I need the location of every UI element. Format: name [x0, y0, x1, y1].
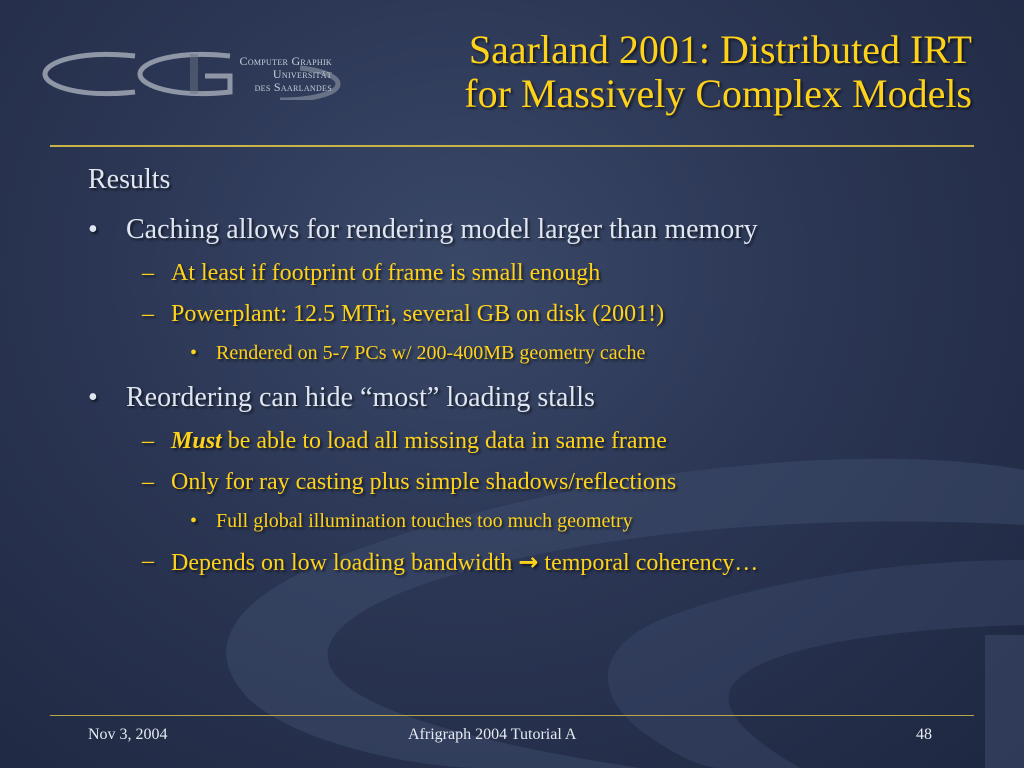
sub-bullet-bandwidth-pre: Depends on low loading bandwidth: [171, 550, 519, 576]
sub-sub-bullet-rendered: Rendered on 5-7 PCs w/ 200-400MB geometry cache: [216, 342, 646, 364]
right-arrow-icon: →: [518, 548, 539, 576]
dash-marker: –: [142, 428, 154, 454]
sub-sub-bullet-global-illumination: Full global illumination touches too much geometry: [216, 510, 633, 532]
logo-caption-line3: des Saarlandes: [254, 80, 332, 94]
logo-caption-line2: Universität: [272, 67, 332, 81]
sub-bullet-powerplant: Powerplant: 12.5 MTri, several GB on disk (2001!): [171, 301, 665, 327]
bullet-marker: •: [190, 510, 198, 532]
bullet-marker: •: [88, 214, 98, 245]
dash-marker: –: [142, 260, 154, 286]
sub-bullet-must-load: [171, 428, 667, 455]
sub-bullet-ray-casting: Only for ray casting plus simple shadows/reflections: [171, 469, 677, 495]
section-heading: Results: [88, 164, 171, 195]
sub-bullet-bandwidth-post: temporal coherency…: [538, 550, 759, 576]
logo-caption-line1: Computer Graphik: [239, 54, 332, 68]
bullet-reordering: Reordering can hide “most” loading stalls: [126, 382, 595, 413]
dash-marker: –: [142, 301, 154, 327]
footer-divider: [50, 715, 974, 716]
sub-bullet-must-load-text: be able to load all missing data in same frame: [221, 428, 667, 454]
bullet-marker: •: [88, 382, 98, 413]
footer-page-number: 48: [916, 726, 932, 743]
dash-marker: –: [142, 548, 154, 574]
slide-title-line1: Saarland 2001: Distributed IRT: [468, 27, 972, 72]
emphasis-must: Must: [171, 428, 222, 454]
footer-event: Afrigraph 2004 Tutorial A: [408, 726, 577, 743]
dash-marker: –: [142, 469, 154, 495]
bullet-marker: •: [190, 342, 198, 364]
sub-bullet-bandwidth: [171, 548, 758, 577]
bullet-caching: Caching allows for rendering model larger than memory: [126, 214, 758, 245]
slide-title-line2: for Massively Complex Models: [464, 71, 972, 116]
sub-bullet-footprint: At least if footprint of frame is small enough: [171, 260, 601, 286]
footer-date: Nov 3, 2004: [88, 726, 168, 743]
